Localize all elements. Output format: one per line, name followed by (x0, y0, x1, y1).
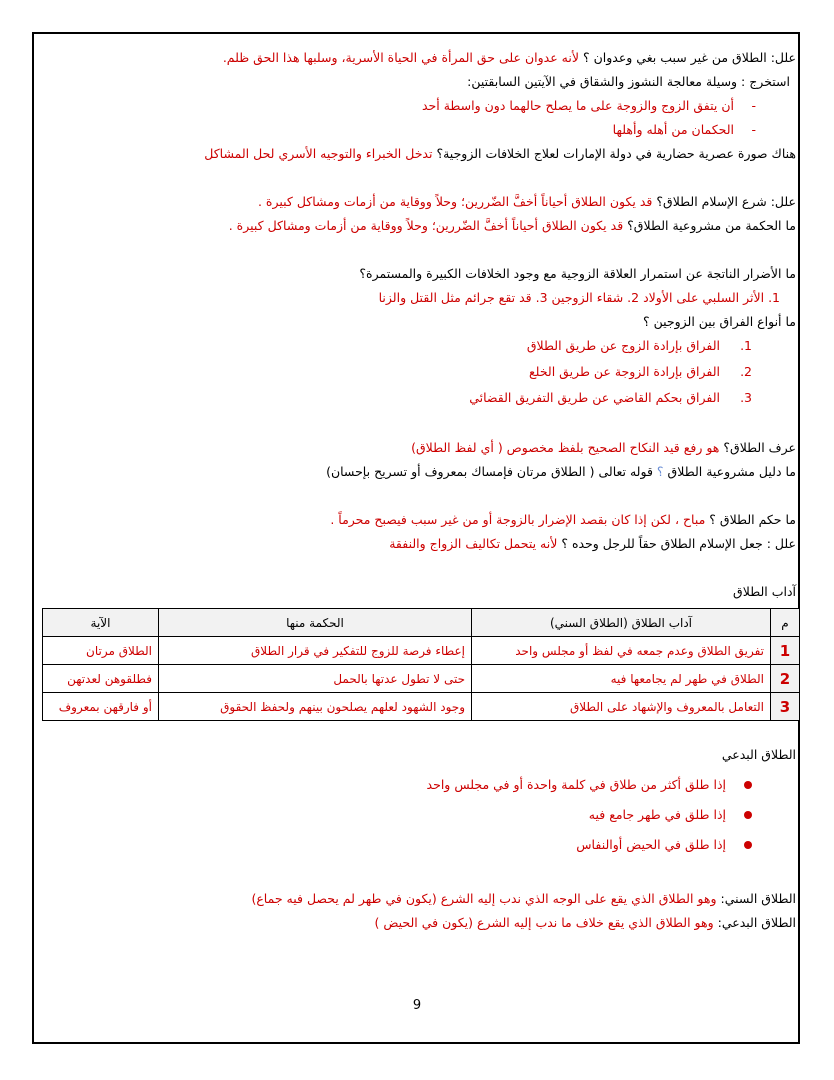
column-header: آداب الطلاق (الطلاق السني) (472, 609, 771, 637)
table-cell: إعطاء فرصة للزوج للتفكير في قرار الطلاق (159, 637, 472, 665)
question-line: ما حكم الطلاق ؟ مباح ، لكن إذا كان بقصد الإضرار بالزوجة أو من غير سبب فيصبح محرماً . (330, 512, 796, 527)
row-number: 2 (771, 665, 800, 693)
definition-line: الطلاق السني: وهو الطلاق الذي يقع على الوجه الذي ندب إليه الشرع (يكون في طهر لم يحصل فيه جماع) (251, 891, 796, 906)
table-cell: وجود الشهود لعلهم يصلحون بينهم ولحفظ الحقوق (159, 693, 472, 721)
worksheet-content (38, 48, 796, 937)
list-item: 3. الفراق بحكم القاضي عن طريق التفريق القضائي (469, 390, 752, 405)
table-cell: التعامل بالمعروف والإشهاد على الطلاق (472, 693, 771, 721)
row-number: 1 (771, 637, 800, 665)
list-item: - الحكمان من أهله وأهلها (612, 122, 756, 137)
question-line: هناك صورة عصرية حضارية في دولة الإمارات لعلاج الخلافات الزوجية؟ تدخل الخبراء والتوجيه الأسري لحل المشاكل (204, 146, 796, 161)
column-header: الحكمة منها (159, 609, 472, 637)
list-item: إذا طلق أكثر من طلاق في كلمة واحدة أو في مجلس واحد (38, 775, 796, 795)
section-heading: آداب الطلاق (733, 584, 796, 599)
list-item: 2. الفراق بإرادة الزوجة عن طريق الخلع (529, 364, 752, 379)
definition-line: الطلاق البدعي: وهو الطلاق الذي يقع خلاف ما ندب إليه الشرع (يكون في الحيض ) (374, 915, 796, 930)
question-line: علل : جعل الإسلام الطلاق حقاً للرجل وحده ؟ لأنه يتحمل تكاليف الزواج والنفقة (389, 536, 796, 551)
table-header-row (43, 609, 800, 637)
bullet-icon (744, 841, 752, 849)
etiquette-table (42, 608, 800, 721)
table-row (43, 693, 800, 721)
table-row (43, 637, 800, 665)
table-cell: تفريق الطلاق وعدم جمعه في لفظ أو مجلس واحد (472, 637, 771, 665)
list-item: 1. الفراق بإرادة الزوج عن طريق الطلاق (526, 338, 752, 353)
question-line: ما دليل مشروعية الطلاق ؟ قوله تعالى ( الطلاق مرتان فإمساك بمعروف أو تسريح بإحسان) (326, 464, 796, 479)
table-cell: فطلقوهن لعدتهن (43, 665, 159, 693)
column-header: الآية (43, 609, 159, 637)
answer-line: 1. الأثر السلبي على الأولاد 2. شقاء الزوجين 3. قد تقع جرائم مثل القتل والزنا (378, 290, 780, 305)
list-item: إذا طلق في الحيض أوالنفاس (38, 835, 796, 855)
row-number: 3 (771, 693, 800, 721)
page-number: 9 (412, 998, 422, 1013)
question-line: ما الأضرار الناتجة عن استمرار العلاقة الزوجية مع وجود الخلافات الكبيرة والمستمرة؟ (359, 266, 796, 281)
table-cell: حتى لا تطول عدتها بالحمل (159, 665, 472, 693)
question-line: عرف الطلاق؟ هو رفع قيد النكاح الصحيح بلفظ مخصوص ( أي لفظ الطلاق) (411, 440, 796, 455)
table-row (43, 665, 800, 693)
question-line: علل: شرع الإسلام الطلاق؟ قد يكون الطلاق أحياناً أخفَّ الضّررين؛ وحلاً ووقاية من أزمات ومشاكل كبيرة . (257, 194, 796, 209)
table-cell: أو فارقهن بمعروف (43, 693, 159, 721)
question-line: ما الحكمة من مشروعية الطلاق؟ قد يكون الطلاق أحياناً أخفَّ الضّررين؛ وحلاً ووقاية من أزمات ومشاكل كبيرة . (228, 218, 796, 233)
question-line: ما أنواع الفراق بين الزوجين ؟ (642, 314, 796, 329)
bullet-icon (744, 781, 752, 789)
table-cell: الطلاق مرتان (43, 637, 159, 665)
column-header: م (771, 609, 800, 637)
question-line: علل: الطلاق من غير سبب بغي وعدوان ؟ لأنه عدوان على حق المرأة في الحياة الأسرية، وسلبها هذا الحق ظلم. (222, 50, 796, 65)
bullet-icon (744, 811, 752, 819)
table-cell: الطلاق في طهر لم يجامعها فيه (472, 665, 771, 693)
list-item: - أن يتفق الزوج والزوجة على ما يصلح حالهما دون واسطة أحد (421, 98, 756, 113)
section-heading: الطلاق البدعي (721, 747, 796, 762)
question-line: استخرج : وسيلة معالجة النشوز والشقاق في الآيتين السابقتين: (467, 74, 790, 89)
list-item: إذا طلق في طهر جامع فيه (38, 805, 796, 825)
